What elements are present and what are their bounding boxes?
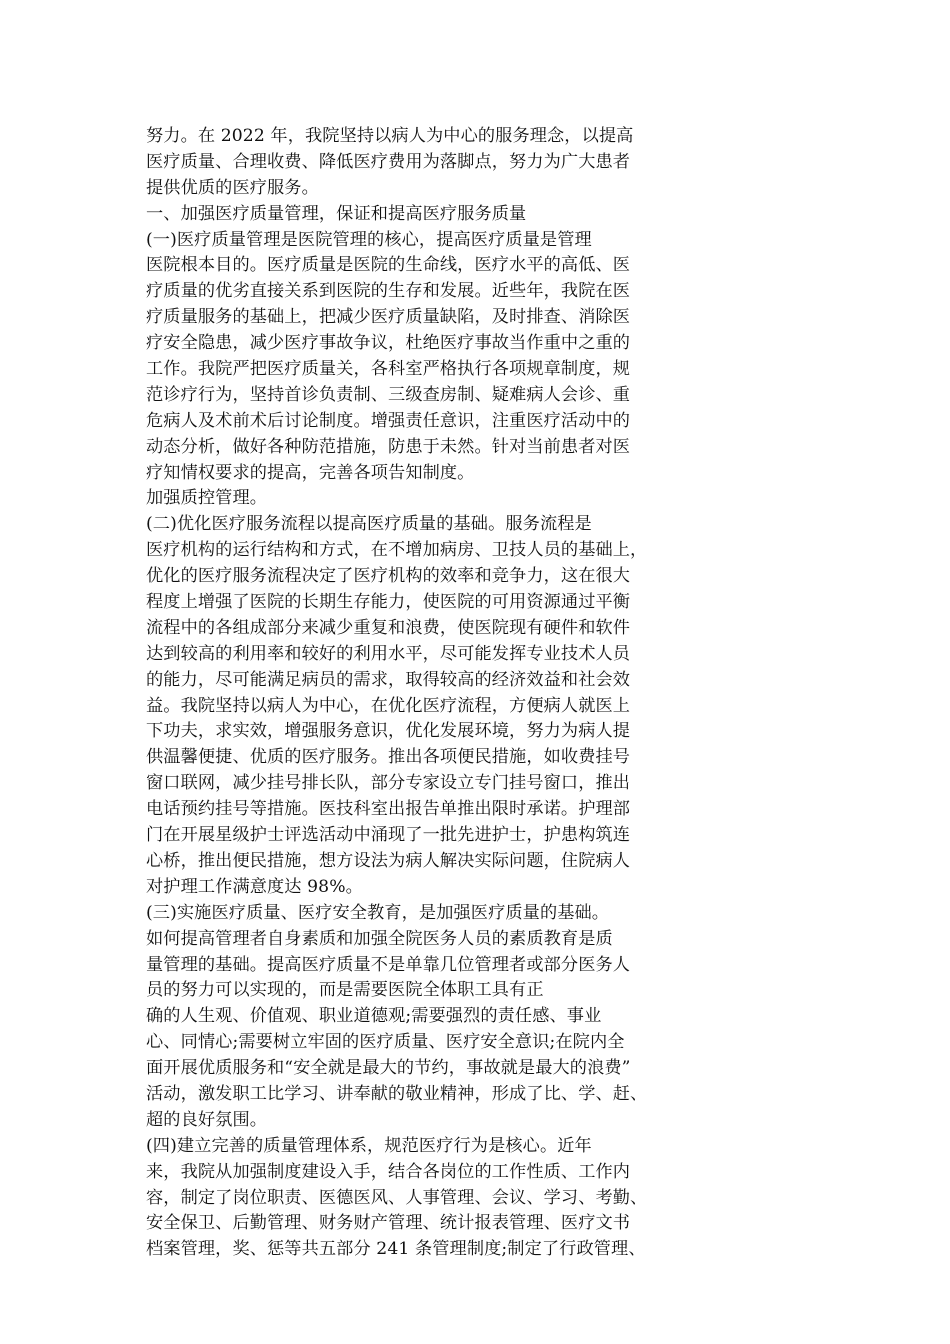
text-line: 加强质控管理。: [146, 488, 268, 509]
text-line: 员的努力可以实现的，而是需要医院全体职工具有正: [146, 980, 544, 1001]
text-line: 量管理的基础。提高医疗质量不是单靠几位管理者或部分医务人: [146, 954, 631, 975]
text-line: 医疗机构的运行结构和方式，在不增加病房、卫技人员的基础上，: [146, 540, 648, 561]
text-line: 达到较高的利用率和较好的利用水平，尽可能发挥专业技术人员: [146, 643, 631, 664]
document-body: [146, 124, 706, 1263]
text-line: 流程中的各组成部分来减少重复和浪费，使医院现有硬件和软件: [146, 617, 631, 638]
subsection-heading: (一)医疗质量管理是医院管理的核心，提高医疗质量是管理: [146, 229, 592, 250]
subsection-heading: (四)建立完善的质量管理体系，规范医疗行为是核心。近年: [146, 1135, 592, 1156]
text-line: 来，我院从加强制度建设入手，结合各岗位的工作性质、工作内: [146, 1161, 631, 1182]
text-line: 疗安全隐患，减少医疗事故争议，杜绝医疗事故当作重中之重的: [146, 333, 631, 354]
text-line: 动态分析，做好各种防范措施，防患于未然。针对当前患者对医: [146, 436, 631, 457]
text-line: 提供优质的医疗服务。: [146, 177, 319, 198]
text-line: 电话预约挂号等措施。医技科室出报告单推出限时承诺。护理部: [146, 799, 631, 820]
text-line: 优化的医疗服务流程决定了医疗机构的效率和竞争力，这在很大: [146, 566, 631, 587]
text-line: 窗口联网，减少挂号排长队，部分专家设立专门挂号窗口，推出: [146, 773, 631, 794]
text-line: 医疗质量、合理收费、降低医疗费用为落脚点，努力为广大患者: [146, 151, 631, 172]
text-line: 对护理工作满意度达 98%。: [146, 876, 363, 897]
text-line: 档案管理，奖、惩等共五部分 241 条管理制度;制定了行政管理、: [146, 1239, 646, 1260]
text-line: 超的良好氛围。: [146, 1109, 268, 1130]
subsection-heading: (二)优化医疗服务流程以提高医疗质量的基础。服务流程是: [146, 514, 592, 535]
text-line: 工作。我院严把医疗质量关，各科室严格执行各项规章制度，规: [146, 359, 631, 380]
text-line: 门在开展星级护士评选活动中涌现了一批先进护士，护患构筑连: [146, 825, 631, 846]
text-line: 疗质量的优劣直接关系到医院的生存和发展。近些年，我院在医: [146, 281, 631, 302]
text-line: 危病人及术前术后讨论制度。增强责任意识，注重医疗活动中的: [146, 410, 631, 431]
text-line: 的能力，尽可能满足病员的需求，取得较高的经济效益和社会效: [146, 669, 631, 690]
text-line: 面开展优质服务和“安全就是最大的节约，事故就是最大的浪费”: [146, 1058, 631, 1079]
text-line: 活动，激发职工比学习、讲奉献的敬业精神，形成了比、学、赶、: [146, 1083, 648, 1104]
text-line: 心、同情心;需要树立牢固的医疗质量、医疗安全意识;在院内全: [146, 1032, 625, 1053]
text-line: 心桥，推出便民措施，想方设法为病人解决实际问题，住院病人: [146, 850, 631, 871]
text-line: 确的人生观、价值观、职业道德观;需要强烈的责任感、事业: [146, 1006, 602, 1027]
section-heading: 一、加强医疗质量管理，保证和提高医疗服务质量: [146, 203, 527, 224]
text-line: 医院根本目的。医疗质量是医院的生命线，医疗水平的高低、医: [146, 255, 631, 276]
text-line: 下功夫，求实效，增强服务意识，优化发展环境，努力为病人提: [146, 721, 631, 742]
text-line: 容，制定了岗位职责、医德医风、人事管理、会议、学习、考勤、: [146, 1187, 648, 1208]
text-line: 如何提高管理者自身素质和加强全院医务人员的素质教育是质: [146, 928, 613, 949]
text-line: 努力。在 2022 年，我院坚持以病人为中心的服务理念，以提高: [146, 126, 634, 146]
text-line: 益。我院坚持以病人为中心，在优化医疗流程，方便病人就医上: [146, 695, 631, 716]
text-line: 疗质量服务的基础上，把减少医疗质量缺陷，及时排查、消除医: [146, 307, 631, 328]
text-line: 疗知情权要求的提高，完善各项告知制度。: [146, 462, 475, 483]
text-line: 范诊疗行为，坚持首诊负责制、三级查房制、疑难病人会诊、重: [146, 384, 631, 405]
subsection-heading: (三)实施医疗质量、医疗安全教育，是加强医疗质量的基础。: [146, 902, 610, 923]
text-line: 安全保卫、后勤管理、财务财产管理、统计报表管理、医疗文书: [146, 1213, 631, 1234]
text-line: 程度上增强了医院的长期生存能力，使医院的可用资源通过平衡: [146, 592, 631, 613]
text-line: 供温馨便捷、优质的医疗服务。推出各项便民措施，如收费挂号: [146, 747, 631, 768]
